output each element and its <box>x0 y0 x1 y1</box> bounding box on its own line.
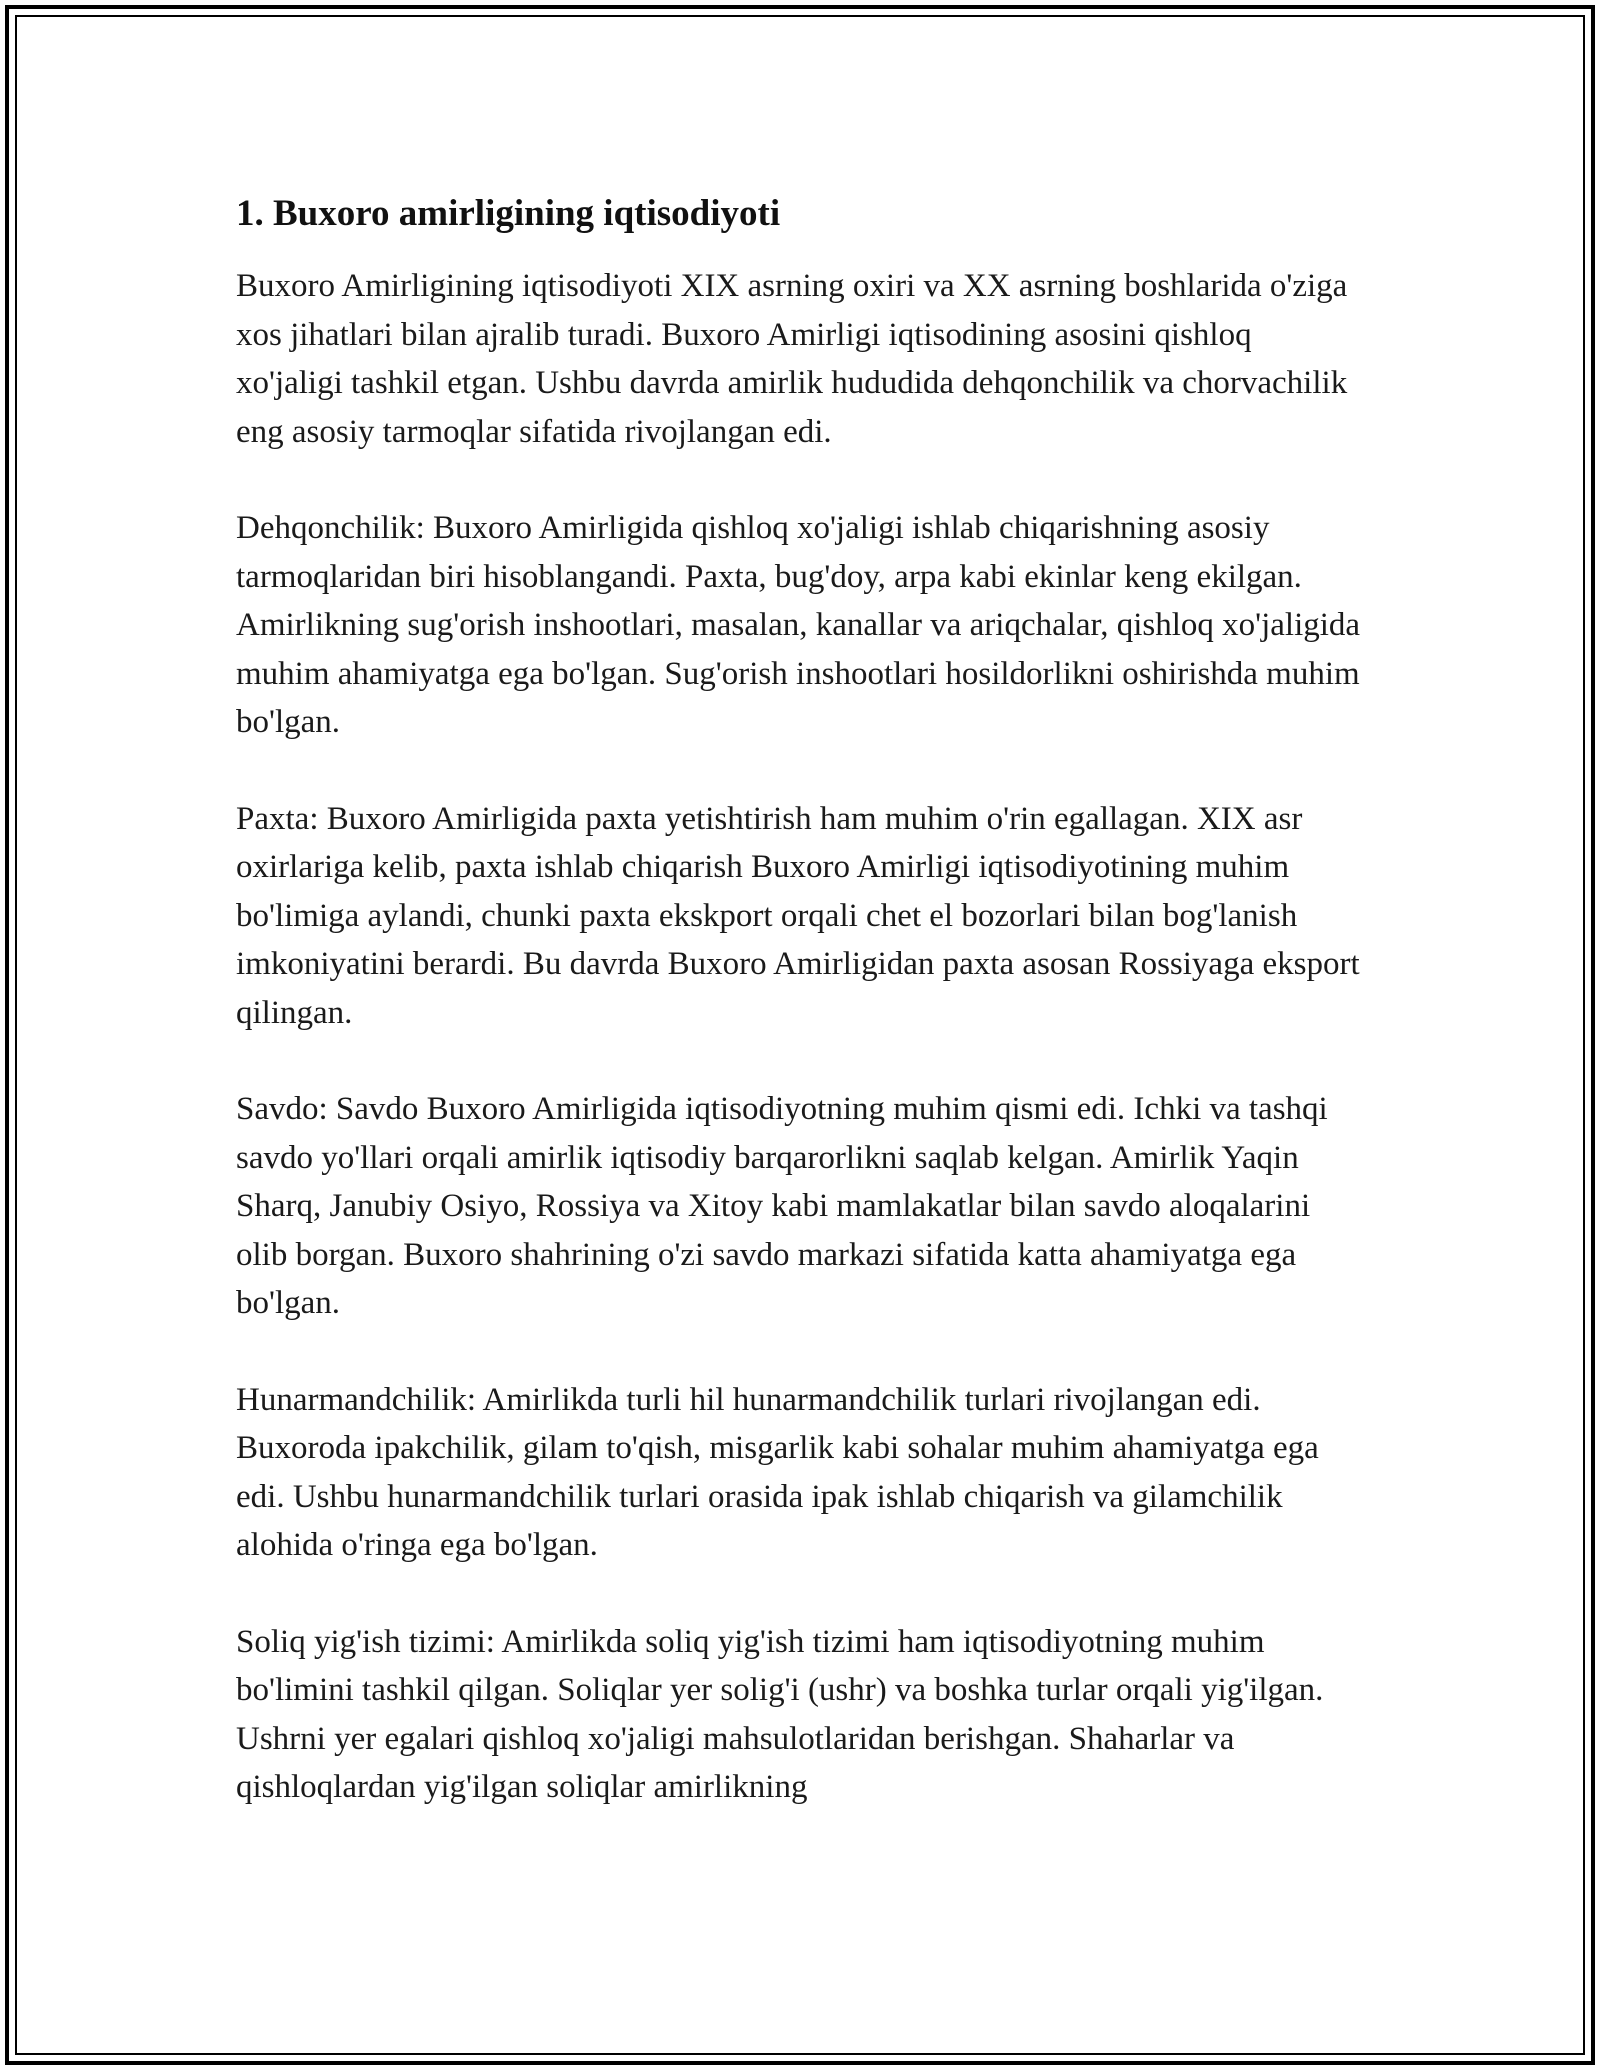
paragraph-dehqonchilik: Dehqonchilik: Buxoro Amirligida qishloq xo'jaligi ishlab chiqarishning asosiy tarmoqlaridan biri hisoblangandi. Paxta, bug'doy, arpa kabi ekinlar keng ekilgan. Amirlikning sug'orish inshootlari, masalan, kanallar va ariqchalar, qishloq xo'jaligida muhim ahamiyatga ega bo'lgan. Sug'orish inshootlari hosildorlikni oshirishda muhim bo'lgan. <box>236 510 1361 740</box>
paragraph-paxta: Paxta: Buxoro Amirligida paxta yetishtirish ham muhim o'rin egallagan. XIX asr oxirlariga kelib, paxta ishlab chiqarish Buxoro Amirligi iqtisodiyotining muhim bo'limiga aylandi, chunki paxta ekskport orqali chet el bozorlari bilan bog'lanish imkoniyatini berardi. Bu davrda Buxoro Amirligidan paxta asosan Rossiyaga eksport qilingan. <box>236 800 1360 1031</box>
section-heading: 1. Buxoro amirligining iqtisodiyoti <box>236 193 781 234</box>
paragraph-hunarmandchilik: Hunarmandchilik: Amirlikda turli hil hunarmandchilik turlari rivojlangan edi. Buxoroda ipakchilik, gilam to'qish, misgarlik kabi sohalar muhim ahamiyatga ega edi. Ushbu hunarmandchilik turlari orasida ipak ishlab chiqarish va gilamchilik alohida o'ringa ega bo'lgan. <box>236 1381 1319 1563</box>
paragraph-soliq: Soliq yig'ish tizimi: Amirlikda soliq yig'ish tizimi ham iqtisodiyotning muhim bo'limini tashkil qilgan. Soliqlar yer solig'i (ushr) va boshka turlar orqali yig'ilgan. Ushrni yer egalari qishloq xo'jaligi mahsulotlaridan berishgan. Shaharlar va qishloqlardan yig'ilgan soliqlar amirlikning <box>236 1623 1324 1805</box>
document-body <box>236 190 1366 1812</box>
paragraph-intro: Buxoro Amirligining iqtisodiyoti XIX asrning oxiri va XX asrning boshlarida o'ziga xos jihatlari bilan ajralib turadi. Buxoro Amirligi iqtisodining asosini qishloq xo'jaligi tashkil etgan. Ushbu davrda amirlik hududida dehqonchilik va chorvachilik eng asosiy tarmoqlar sifatida rivojlangan edi. <box>236 268 1348 450</box>
paragraph-savdo: Savdo: Savdo Buxoro Amirligida iqtisodiyotning muhim qismi edi. Ichki va tashqi savdo yo'llari orqali amirlik iqtisodiy barqarorlikni saqlab kelgan. Amirlik Yaqin Sharq, Janubiy Osiyo, Rossiya va Xitoy kabi mamlakatlar bilan savdo aloqalarini olib borgan. Buxoro shahrining o'zi savdo markazi sifatida katta ahamiyatga ega bo'lgan. <box>236 1091 1328 1321</box>
